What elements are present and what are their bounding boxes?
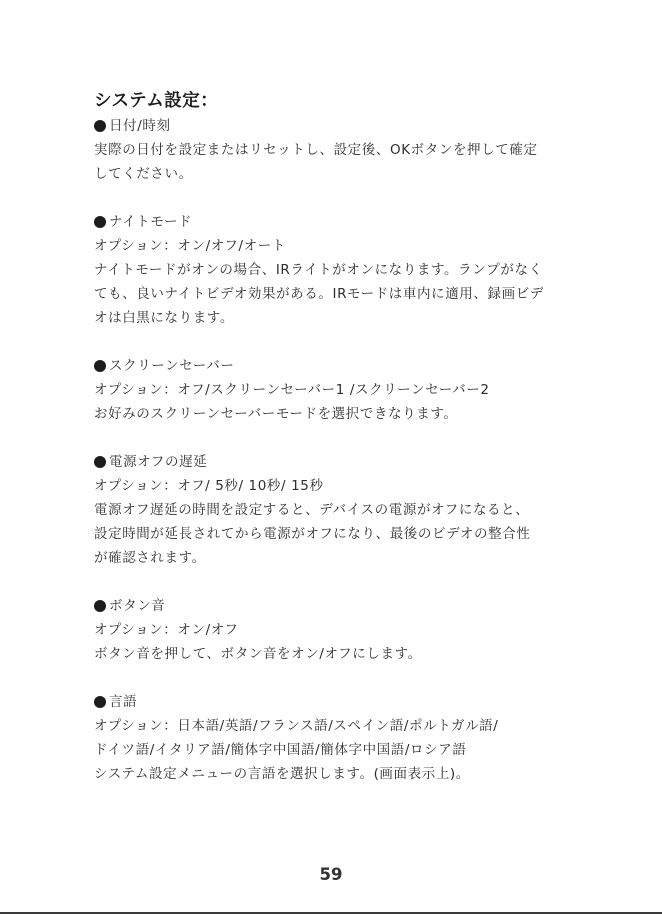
section-spacer bbox=[94, 330, 594, 354]
body-text-line: オプション：オン/オフ bbox=[94, 622, 239, 638]
bullet-icon bbox=[94, 696, 106, 708]
body-text-line: オプション：オン/オフ/オート bbox=[94, 238, 286, 254]
bullet-icon bbox=[94, 600, 106, 612]
body-text-line: お好みのスクリーンセーバーモードを選択できなります。 bbox=[94, 406, 458, 422]
page-number: 59 bbox=[319, 865, 343, 884]
body-text-line: オプション：オフ/スクリーンセーバー1 /スクリーンセーバー2 bbox=[94, 382, 490, 398]
bullet-icon bbox=[94, 120, 106, 132]
section-heading-text: ナイトモード bbox=[109, 214, 193, 230]
section-heading-text: 電源オフの遅延 bbox=[109, 454, 208, 470]
section-heading-text: ボタン音 bbox=[109, 598, 166, 614]
body-text-line: ても、良いナイトビデオ効果がある。IRモードは車内に適用、録画ビデ bbox=[94, 286, 544, 302]
section-spacer bbox=[94, 186, 594, 210]
section-heading-text: 言語 bbox=[109, 694, 138, 710]
bullet-icon bbox=[94, 360, 106, 372]
body-text-line: 実際の日付を設定またはリセットし、設定後、OKボタンを押して確定 bbox=[94, 142, 538, 158]
section-heading bbox=[94, 114, 594, 138]
section-heading-text: 日付/時刻 bbox=[109, 118, 171, 134]
section-spacer bbox=[94, 426, 594, 450]
section-spacer bbox=[94, 666, 594, 690]
page-content bbox=[94, 88, 594, 786]
body-text-line: オは白黒になります。 bbox=[94, 310, 234, 326]
section-spacer bbox=[94, 570, 594, 594]
body-text-line: システム設定メニューの言語を選択します。(画面表示上)。 bbox=[94, 766, 470, 782]
bullet-icon bbox=[94, 456, 106, 468]
body-text-line: 設定時間が延長されてから電源がオフになり、最後のビデオの整合性 bbox=[94, 526, 531, 542]
section-heading bbox=[94, 210, 594, 234]
body-text-line: ボタン音を押して、ボタン音をオン/オフにします。 bbox=[94, 646, 422, 662]
body-text-line: ドイツ語/イタリア語/簡体字中国語/簡体字中国語/ロシア語 bbox=[94, 742, 467, 758]
body-text-line: してください。 bbox=[94, 166, 193, 182]
section-heading bbox=[94, 354, 594, 378]
body-text-line: 電源オフ遅延の時間を設定すると、デバイスの電源がオフになると、 bbox=[94, 502, 530, 518]
section-heading bbox=[94, 450, 594, 474]
body-text-line: オプション：オフ/ 5秒/ 10秒/ 15秒 bbox=[94, 478, 324, 494]
section-heading bbox=[94, 690, 594, 714]
section-heading-text: スクリーンセーバー bbox=[109, 358, 235, 374]
body-text-line: ナイトモードがオンの場合、IRライトがオンになります。ランプがなく bbox=[94, 262, 543, 278]
bullet-icon bbox=[94, 216, 106, 228]
section-heading bbox=[94, 594, 594, 618]
body-text-line: が確認されます。 bbox=[94, 550, 206, 566]
page-title: システム設定： bbox=[94, 91, 219, 111]
body-text-line: オプション：日本語/英語/フランス語/スペイン語/ポルトガル語/ bbox=[94, 718, 499, 734]
sections-container bbox=[94, 114, 594, 786]
